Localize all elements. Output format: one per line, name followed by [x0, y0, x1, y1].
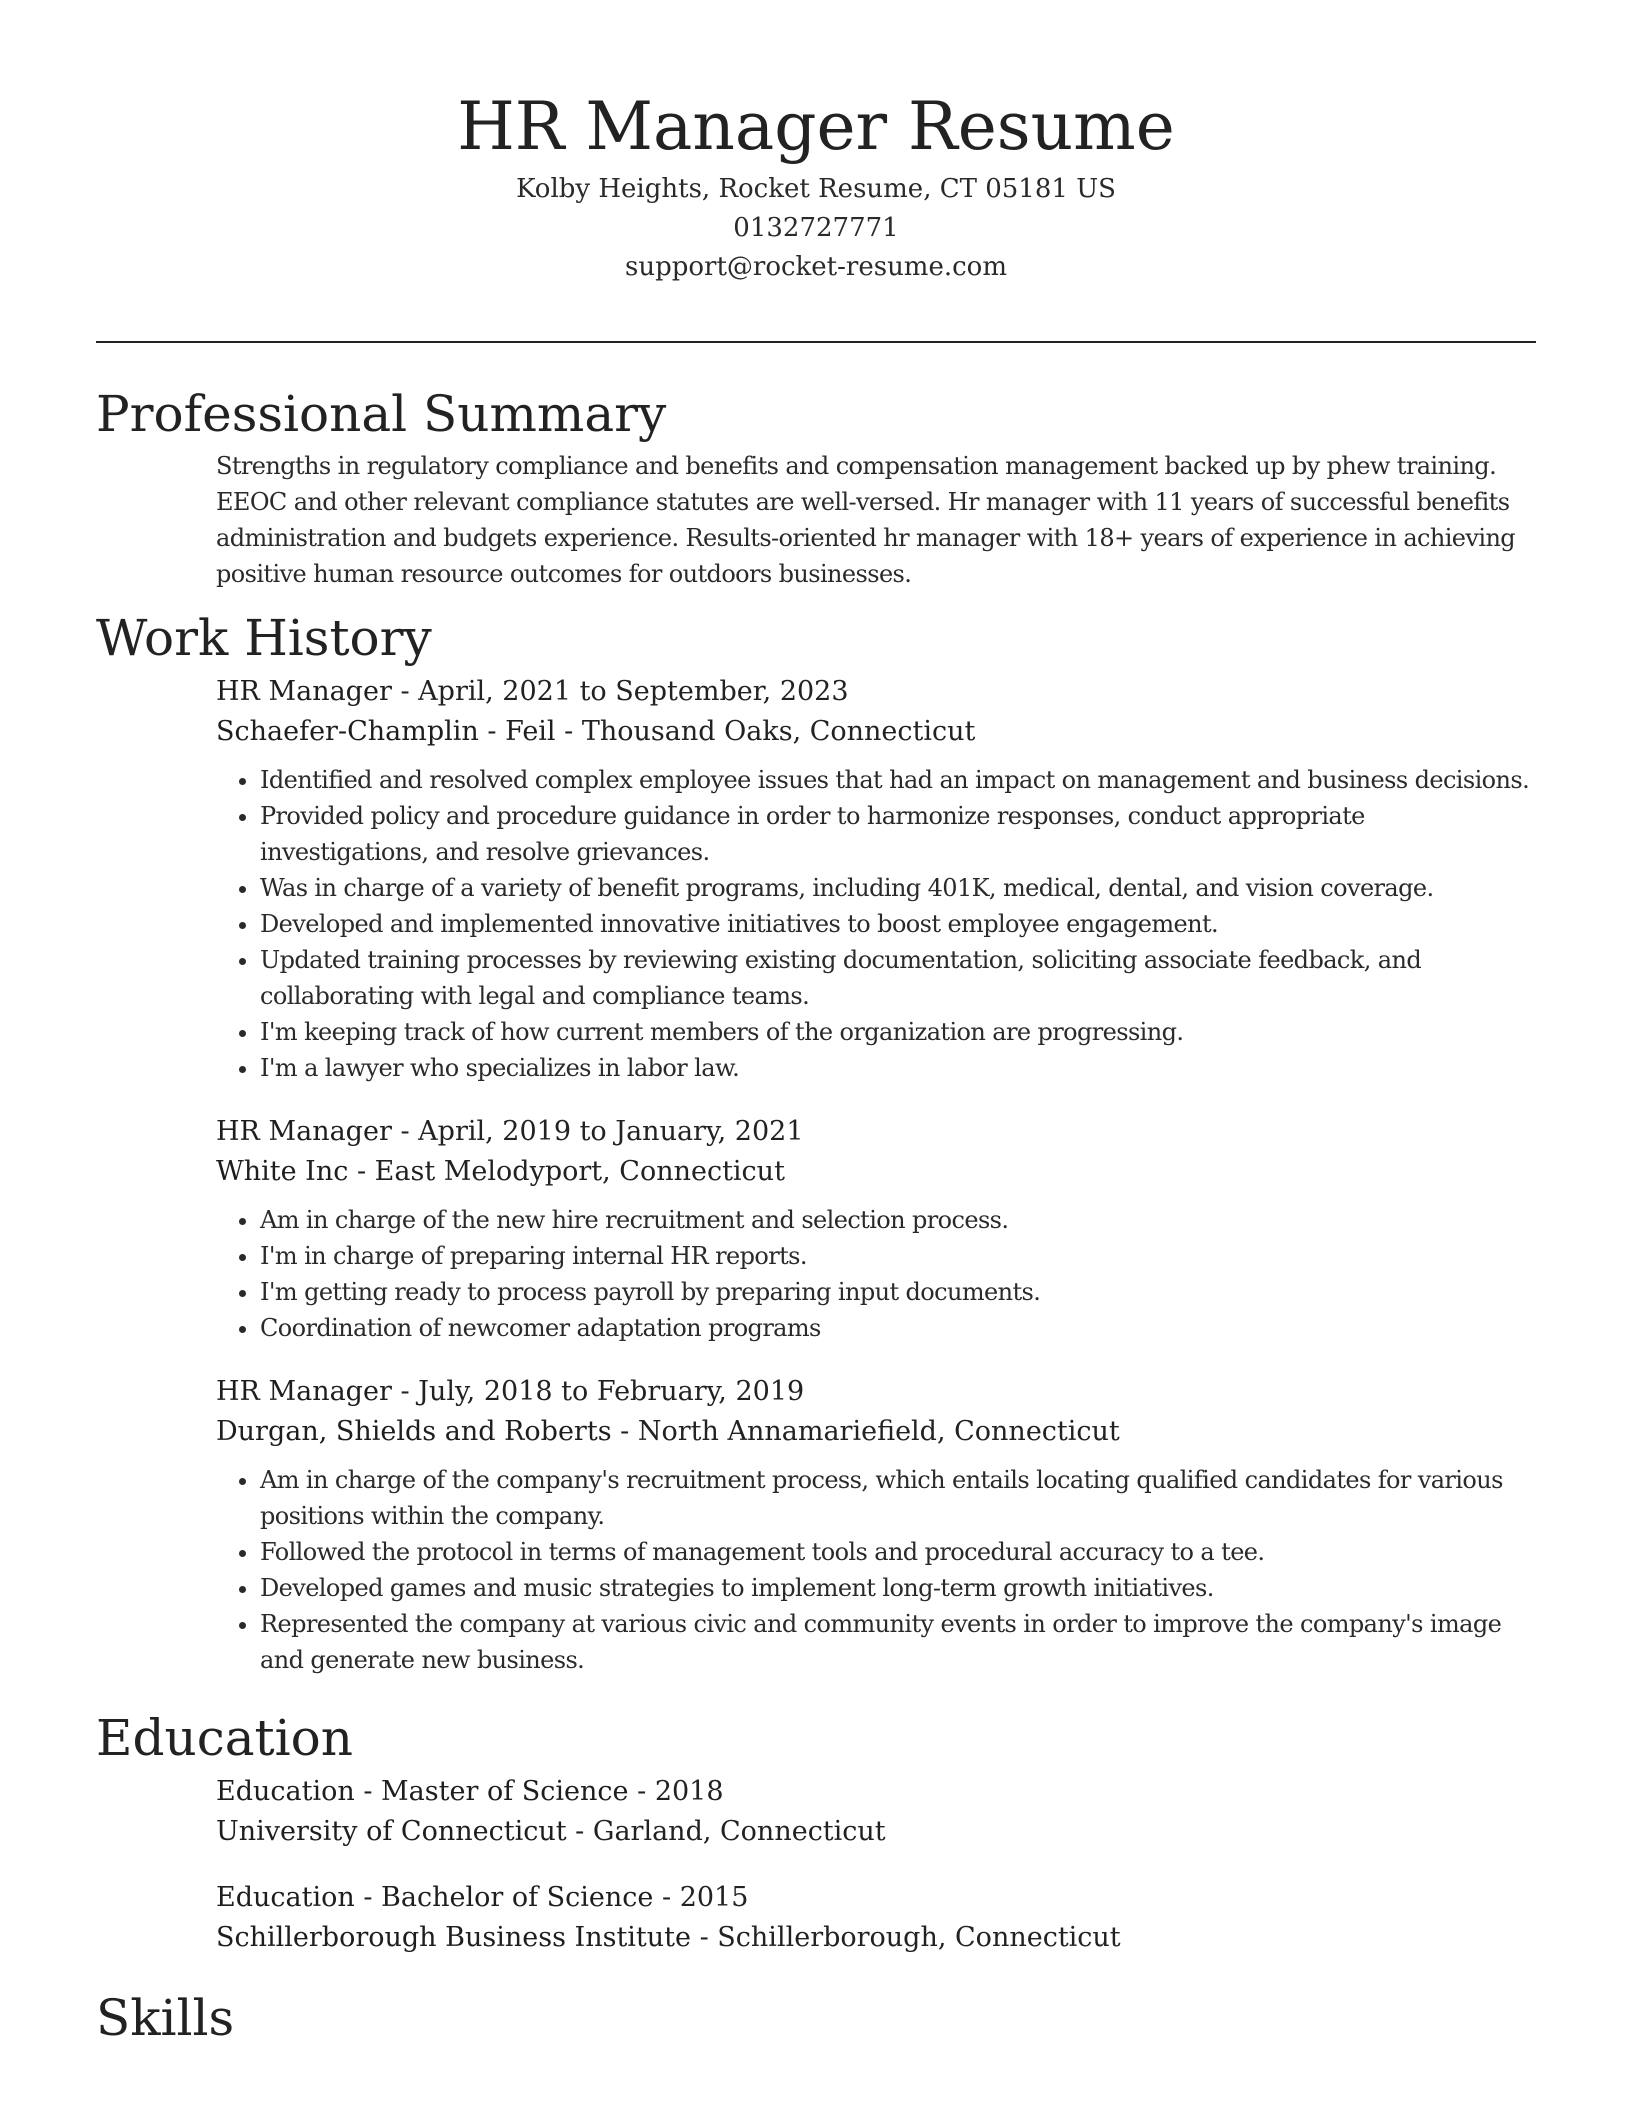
job-company-line [216, 712, 1536, 752]
section-heading-education: Education [96, 1709, 353, 1767]
summary-text: Strengths in regulatory compliance and benefits and compensation management backed up by phew training. EEOC and other relevant compliance statutes are well-versed. Hr manager with 11 years of successful benefits administration and budgets experience. Results-oriented hr manager with 18+ years of experience in achieving positive human resource outcomes for outdoors businesses. [216, 452, 1516, 588]
job-title-line [216, 1372, 1536, 1412]
separator: - [391, 1116, 419, 1147]
job-location: North Annamariefield, Connecticut [637, 1416, 1120, 1447]
job-company-line [216, 1152, 1536, 1192]
education-location: Garland, Connecticut [592, 1816, 886, 1847]
education-school-line [216, 1918, 1536, 1958]
job-location: East Melodyport, Connecticut [374, 1156, 785, 1187]
list-item: • I'm a lawyer who specializes in labor law. [260, 1050, 1536, 1086]
job-company-line [216, 1412, 1536, 1452]
education-school: University of Connecticut [216, 1816, 567, 1847]
separator: - [653, 1882, 680, 1913]
job-title-line [216, 672, 1536, 712]
separator: - [348, 1156, 375, 1187]
section-heading-work-history: Work History [96, 609, 432, 667]
list-item: • Developed games and music strategies to implement long-term growth initiatives. [260, 1570, 1536, 1606]
job-bullets [216, 1202, 1536, 1346]
job-title: HR Manager [216, 1376, 392, 1407]
job-entry [216, 1112, 1536, 1346]
separator: - [354, 1882, 382, 1913]
job-company: Schaefer-Champlin - Feil [216, 716, 556, 747]
section-heading-skills: Skills [96, 1989, 235, 2047]
separator: - [691, 1922, 718, 1953]
job-entry [216, 672, 1536, 1086]
education-label: Education [216, 1882, 355, 1913]
job-title: HR Manager [216, 676, 392, 707]
list-item: • Identified and resolved complex employee issues that had an impact on management and business decisions. [260, 762, 1536, 798]
separator: - [391, 1376, 419, 1407]
list-item: • Represented the company at various civic and community events in order to improve the company's image and generate new business. [260, 1606, 1536, 1678]
job-bullets [216, 762, 1536, 1086]
job-entry [216, 1372, 1536, 1678]
job-dates: April, 2019 to January, 2021 [418, 1116, 804, 1147]
job-company: Durgan, Shields and Roberts [216, 1416, 612, 1447]
education-school: Schillerborough Business Institute [216, 1922, 691, 1953]
contact-phone: 0132727771 [733, 213, 899, 243]
list-item: • I'm in charge of preparing internal HR reports. [260, 1238, 1536, 1274]
header-divider [96, 341, 1536, 343]
education-degree-line [216, 1878, 1536, 1918]
separator: - [611, 1416, 638, 1447]
list-item: • I'm keeping track of how current members of the organization are progressing. [260, 1014, 1536, 1050]
list-item: • Provided policy and procedure guidance in order to harmonize responses, conduct appropriate investigations, and resolve grievances. [260, 798, 1536, 870]
contact-email: support@rocket-resume.com [624, 252, 1007, 282]
education-location: Schillerborough, Connecticut [717, 1922, 1121, 1953]
separator: - [566, 1816, 593, 1847]
education-label: Education [216, 1776, 355, 1807]
education-degree: Master of Science [381, 1776, 629, 1807]
separator: - [555, 716, 582, 747]
education-year: 2018 [654, 1776, 724, 1807]
job-dates: April, 2021 to September, 2023 [418, 676, 849, 707]
education-degree-line [216, 1772, 1536, 1812]
education-degree: Bachelor of Science [381, 1882, 654, 1913]
job-title-line [216, 1112, 1536, 1152]
job-dates: July, 2018 to February, 2019 [418, 1376, 805, 1407]
education-entry [216, 1772, 1536, 1852]
contact-address: Kolby Heights, Rocket Resume, CT 05181 US [516, 174, 1116, 204]
list-item: • Coordination of newcomer adaptation programs [260, 1310, 1536, 1346]
resume-content [96, 380, 1536, 2052]
page-title: HR Manager Resume [457, 88, 1175, 165]
resume-header [0, 84, 1632, 287]
list-item: • Developed and implemented innovative initiatives to boost employee engagement. [260, 906, 1536, 942]
list-item: • Updated training processes by reviewing existing documentation, soliciting associate feedback, and collaborating with legal and compliance teams. [260, 942, 1536, 1014]
job-company: White Inc [216, 1156, 349, 1187]
list-item: • Followed the protocol in terms of management tools and procedural accuracy to a tee. [260, 1534, 1536, 1570]
separator: - [354, 1776, 382, 1807]
separator: - [628, 1776, 655, 1807]
list-item: • I'm getting ready to process payroll by preparing input documents. [260, 1274, 1536, 1310]
separator: - [391, 676, 419, 707]
job-bullets [216, 1462, 1536, 1678]
education-year: 2015 [679, 1882, 749, 1913]
education-entry [216, 1878, 1536, 1958]
list-item: • Was in charge of a variety of benefit programs, including 401K, medical, dental, and vision coverage. [260, 870, 1536, 906]
education-school-line [216, 1812, 1536, 1852]
section-heading-summary: Professional Summary [96, 385, 667, 443]
job-location: Thousand Oaks, Connecticut [581, 716, 976, 747]
job-title: HR Manager [216, 1116, 392, 1147]
list-item: • Am in charge of the company's recruitment process, which entails locating qualified candidates for various positions within the company. [260, 1462, 1536, 1534]
list-item: • Am in charge of the new hire recruitment and selection process. [260, 1202, 1536, 1238]
